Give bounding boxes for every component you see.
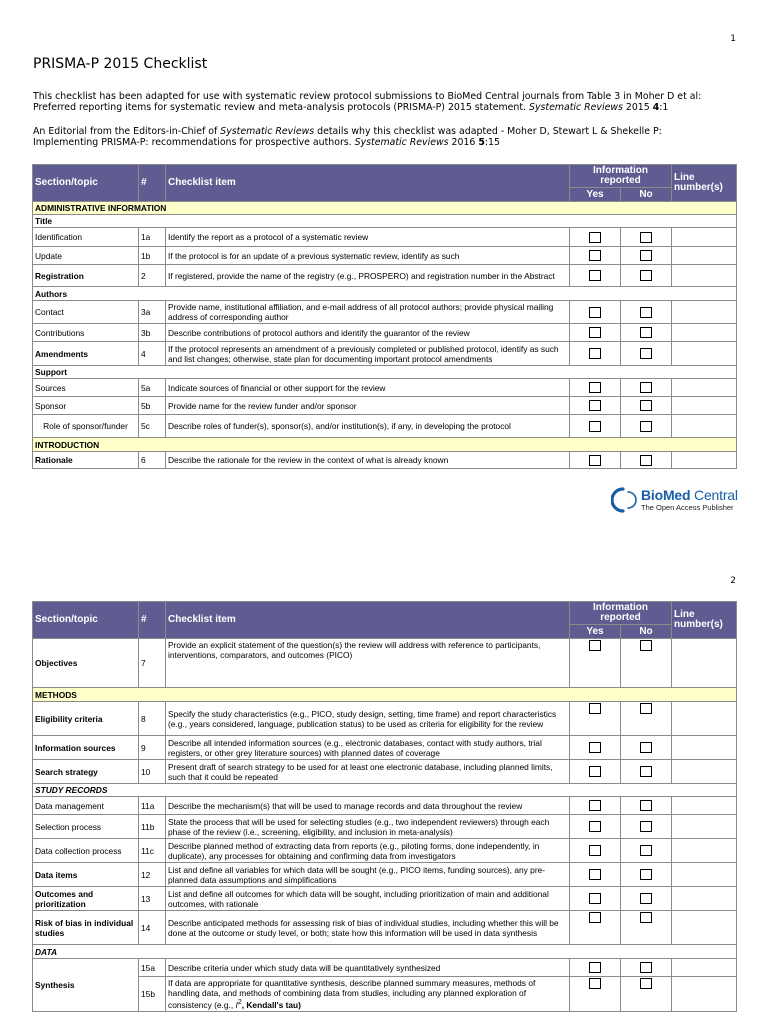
intro-1-line-1: This checklist has been adapted for use with systematic review protocol submissions to BioMed Central journals from Table 3 in Moher D et al:	[33, 91, 702, 102]
no-checkbox[interactable]	[640, 845, 652, 856]
logo-name: BioMed Central	[641, 487, 738, 503]
row-text: Provide name for the review funder and/or sponsor	[166, 397, 570, 415]
line-number-cell[interactable]	[672, 911, 737, 945]
yes-checkbox[interactable]	[589, 455, 601, 466]
intro-2-text: Implementing PRISMA-P: recommendations for prospective authors.	[33, 137, 355, 148]
subsection-label: DATA	[33, 945, 737, 959]
journal-year: 2016	[448, 137, 479, 148]
intro-2-text: An Editorial from the Editors-in-Chief of	[33, 126, 221, 137]
row-number: 15b	[139, 977, 166, 1012]
logo-tagline: The Open Access Publisher	[641, 503, 734, 512]
row-number: 9	[139, 736, 166, 760]
row-topic: Registration	[33, 265, 139, 287]
row-topic: Contributions	[33, 324, 139, 342]
no-checkbox[interactable]	[640, 912, 652, 923]
row-topic: Objectives	[33, 639, 139, 688]
intro-paragraph-1	[33, 91, 743, 113]
line-number-cell[interactable]	[672, 797, 737, 815]
row-topic: Synthesis	[33, 959, 139, 1012]
journal-volume: 5	[478, 137, 485, 148]
subsection-row	[33, 287, 737, 301]
row-topic: Update	[33, 247, 139, 265]
table-row	[33, 911, 737, 945]
intro-paragraph-2	[33, 126, 743, 148]
header-line-numbers: Line number(s)	[672, 165, 737, 202]
row-text: If the protocol represents an amendment of a previously completed or published protocol, identify as such and list changes; otherwise, state plan for documenting important protocol amendments	[166, 342, 570, 366]
row-text: Provide an explicit statement of the question(s) the review will address with reference to participants, interventions, comparators, and outcomes (PICO)	[166, 639, 570, 688]
row-topic: Sponsor	[33, 397, 139, 415]
row-text: Describe all intended information sources (e.g., electronic databases, contact with study authors, trial registers, or other grey literature sources) with planned dates of coverage	[166, 736, 570, 760]
journal-page: :15	[484, 137, 500, 148]
row-text: Describe planned method of extracting data from reports (e.g., piloting forms, done independently, in duplicate), any processes for obtaining and confirming data from investigators	[166, 839, 570, 863]
subsection-row	[33, 366, 737, 379]
yes-checkbox[interactable]	[589, 348, 601, 359]
yes-checkbox[interactable]	[589, 742, 601, 753]
table-row	[33, 301, 737, 324]
row-number: 3b	[139, 324, 166, 342]
yes-checkbox[interactable]	[589, 421, 601, 432]
yes-checkbox[interactable]	[589, 640, 601, 651]
row-number: 8	[139, 702, 166, 736]
line-number-cell[interactable]	[672, 301, 737, 324]
row-text: Describe criteria under which study data will be quantitatively synthesized	[166, 959, 570, 977]
table-row	[33, 397, 737, 415]
journal-page: :1	[659, 102, 669, 113]
section-row	[33, 688, 737, 702]
subsection-row	[33, 215, 737, 228]
row-number: 15a	[139, 959, 166, 977]
intro-1-line-2	[33, 102, 743, 113]
row-text: List and define all outcomes for which data will be sought, including prioritization of main and additional outcomes, with rationale	[166, 887, 570, 911]
row-topic: Sources	[33, 379, 139, 397]
section-row	[33, 202, 737, 215]
no-checkbox[interactable]	[640, 307, 652, 318]
row-text: Describe contributions of protocol authors and identify the guarantor of the review	[166, 324, 570, 342]
line-number-cell[interactable]	[672, 639, 737, 688]
yes-checkbox[interactable]	[589, 232, 601, 243]
yes-checkbox[interactable]	[589, 962, 601, 973]
row-text: Indicate sources of financial or other support for the review	[166, 379, 570, 397]
yes-checkbox[interactable]	[589, 869, 601, 880]
line-number-cell[interactable]	[672, 324, 737, 342]
no-checkbox[interactable]	[640, 766, 652, 777]
line-number-cell[interactable]	[672, 397, 737, 415]
no-checkbox[interactable]	[640, 800, 652, 811]
intro-1-text: Preferred reporting items for systematic review and meta-analysis protocols (PRISMA-P) 2015 statement.	[33, 102, 530, 113]
yes-checkbox[interactable]	[589, 821, 601, 832]
yes-checkbox[interactable]	[589, 270, 601, 281]
yes-checkbox[interactable]	[589, 912, 601, 923]
row-topic: Data collection process	[33, 839, 139, 863]
no-checkbox[interactable]	[640, 869, 652, 880]
yes-checkbox[interactable]	[589, 845, 601, 856]
row-text: If data are appropriate for quantitative synthesis, describe planned summary measures, methods of handling data, and methods of combining data from studies, including any planned exploration of consistency (e.g., $I^2$, Kendall's tau)	[166, 977, 570, 1012]
no-checkbox[interactable]	[640, 978, 652, 989]
no-checkbox[interactable]	[640, 455, 652, 466]
row-topic: Role of sponsor/funder	[33, 415, 139, 438]
table-row	[33, 959, 737, 977]
row-number: 5b	[139, 397, 166, 415]
header-line-numbers: Line number(s)	[672, 602, 737, 639]
intro-2-line-2	[33, 137, 743, 148]
table-row	[33, 760, 737, 784]
table-row	[33, 228, 737, 247]
row-number: 11c	[139, 839, 166, 863]
row-number: 11b	[139, 815, 166, 839]
biomed-central-logo	[611, 484, 741, 514]
yes-checkbox[interactable]	[589, 400, 601, 411]
journal-name: Systematic Reviews	[354, 137, 449, 148]
header-yes: Yes	[570, 188, 621, 202]
table-row	[33, 415, 737, 438]
no-checkbox[interactable]	[640, 270, 652, 281]
biomed-logo-icon	[611, 486, 639, 514]
line-number-cell[interactable]	[672, 702, 737, 736]
page-number: 1	[730, 34, 736, 44]
yes-checkbox[interactable]	[589, 978, 601, 989]
section-row	[33, 438, 737, 452]
no-checkbox[interactable]	[640, 821, 652, 832]
row-number: 7	[139, 639, 166, 688]
page-title: PRISMA-P 2015 Checklist	[33, 56, 208, 72]
line-number-cell[interactable]	[672, 379, 737, 397]
table-row	[33, 702, 737, 736]
table-row	[33, 839, 737, 863]
no-checkbox[interactable]	[640, 893, 652, 904]
table-row	[33, 342, 737, 366]
row-text: Specify the study characteristics (e.g., PICO, study design, setting, time frame) and report characteristics (e.g., years considered, language, publication status) to be used as criteria for eligibility for the review	[166, 702, 570, 736]
no-checkbox[interactable]	[640, 400, 652, 411]
row-text: Describe roles of funder(s), sponsor(s), and/or institution(s), if any, in developing the protocol	[166, 415, 570, 438]
row-text: If registered, provide the name of the registry (e.g., PROSPERO) and registration number in the Abstract	[166, 265, 570, 287]
table-row	[33, 797, 737, 815]
row-topic: Information sources	[33, 736, 139, 760]
row-text: Provide name, institutional affiliation, and e-mail address of all protocol authors; provide physical mailing address of corresponding author	[166, 301, 570, 324]
no-checkbox[interactable]	[640, 327, 652, 338]
intro-2-line-1	[33, 126, 743, 137]
row-number: 11a	[139, 797, 166, 815]
subsection-label: Support	[33, 366, 737, 379]
header-no: No	[621, 625, 672, 639]
line-number-cell[interactable]	[672, 736, 737, 760]
header-section-topic: Section/topic	[33, 602, 139, 639]
no-checkbox[interactable]	[640, 348, 652, 359]
line-number-cell[interactable]	[672, 342, 737, 366]
header-information-reported: Information reported	[570, 602, 672, 625]
header-checklist-item: Checklist item	[166, 165, 570, 202]
table-header-row	[33, 165, 737, 188]
row-topic: Data items	[33, 863, 139, 887]
page-number: 2	[730, 576, 736, 586]
intro-2-text: details why this checklist was adapted - Moher D, Stewart L & Shekelle P:	[314, 126, 662, 137]
table-row	[33, 379, 737, 397]
journal-year: 2015	[622, 102, 653, 113]
subsection-row	[33, 784, 737, 797]
yes-checkbox[interactable]	[589, 250, 601, 261]
yes-checkbox[interactable]	[589, 766, 601, 777]
no-checkbox[interactable]	[640, 703, 652, 714]
header-no: No	[621, 188, 672, 202]
row-number: 12	[139, 863, 166, 887]
checklist-table-1	[32, 164, 737, 469]
line-number-cell[interactable]	[672, 839, 737, 863]
line-number-cell[interactable]	[672, 760, 737, 784]
line-number-cell[interactable]	[672, 265, 737, 287]
line-number-cell[interactable]	[672, 247, 737, 265]
yes-checkbox[interactable]	[589, 382, 601, 393]
header-number: #	[139, 165, 166, 202]
row-number: 13	[139, 887, 166, 911]
row-topic: Data management	[33, 797, 139, 815]
line-number-cell[interactable]	[672, 959, 737, 977]
yes-checkbox[interactable]	[589, 893, 601, 904]
line-number-cell[interactable]	[672, 863, 737, 887]
line-number-cell[interactable]	[672, 815, 737, 839]
row-number: 14	[139, 911, 166, 945]
row-topic: Contact	[33, 301, 139, 324]
subsection-label: Authors	[33, 287, 737, 301]
section-label: ADMINISTRATIVE INFORMATION	[33, 202, 737, 215]
row-topic: Outcomes and prioritization	[33, 887, 139, 911]
row-number: 6	[139, 452, 166, 469]
table-row	[33, 863, 737, 887]
row-number: 1a	[139, 228, 166, 247]
row-text: List and define all variables for which data will be sought (e.g., PICO items, funding sources), any pre-planned data assumptions and simplifications	[166, 863, 570, 887]
row-number: 3a	[139, 301, 166, 324]
table-row	[33, 452, 737, 469]
row-text: Describe the mechanism(s) that will be used to manage records and data throughout the review	[166, 797, 570, 815]
row-topic: Selection process	[33, 815, 139, 839]
table-row	[33, 324, 737, 342]
line-number-cell[interactable]	[672, 228, 737, 247]
row-topic: Identification	[33, 228, 139, 247]
journal-volume: 4	[652, 102, 660, 113]
line-number-cell[interactable]	[672, 452, 737, 469]
row-topic: Eligibility criteria	[33, 702, 139, 736]
header-yes: Yes	[570, 625, 621, 639]
row-text: State the process that will be used for selecting studies (e.g., two independent reviewers) through each phase of the review (i.e., screening, eligibility, and inclusion in meta-analysis)	[166, 815, 570, 839]
no-checkbox[interactable]	[640, 742, 652, 753]
no-checkbox[interactable]	[640, 962, 652, 973]
row-number: 4	[139, 342, 166, 366]
row-text: Identify the report as a protocol of a systematic review	[166, 228, 570, 247]
row-number: 10	[139, 760, 166, 784]
subsection-row	[33, 945, 737, 959]
header-number: #	[139, 602, 166, 639]
no-checkbox[interactable]	[640, 382, 652, 393]
checklist-table-2	[32, 601, 737, 1012]
row-number: 1b	[139, 247, 166, 265]
table-row	[33, 265, 737, 287]
yes-checkbox[interactable]	[589, 307, 601, 318]
row-text: If the protocol is for an update of a previous systematic review, identify as such	[166, 247, 570, 265]
line-number-cell[interactable]	[672, 977, 737, 1012]
subsection-label: Title	[33, 215, 737, 228]
yes-checkbox[interactable]	[589, 327, 601, 338]
journal-name: Systematic Reviews	[529, 102, 623, 113]
journal-name: Systematic Reviews	[220, 126, 315, 137]
no-checkbox[interactable]	[640, 232, 652, 243]
no-checkbox[interactable]	[640, 421, 652, 432]
row-topic: Risk of bias in individual studies	[33, 911, 139, 945]
row-text: Describe anticipated methods for assessing risk of bias of individual studies, including whether this will be done at the outcome or study level, or both; state how this information will be used in data synthesis	[166, 911, 570, 945]
row-number: 5c	[139, 415, 166, 438]
table-row	[33, 815, 737, 839]
table-row	[33, 247, 737, 265]
row-text: Present draft of search strategy to be used for at least one electronic database, including planned limits, such that it could be repeated	[166, 760, 570, 784]
row-number: 2	[139, 265, 166, 287]
table-row	[33, 887, 737, 911]
row-text: Describe the rationale for the review in the context of what is already known	[166, 452, 570, 469]
section-label: INTRODUCTION	[33, 438, 737, 452]
header-information-reported: Information reported	[570, 165, 672, 188]
row-topic: Search strategy	[33, 760, 139, 784]
row-topic: Rationale	[33, 452, 139, 469]
section-label: METHODS	[33, 688, 737, 702]
no-checkbox[interactable]	[640, 250, 652, 261]
no-checkbox[interactable]	[640, 640, 652, 651]
table-row	[33, 736, 737, 760]
table-row	[33, 639, 737, 688]
row-topic: Amendments	[33, 342, 139, 366]
subsection-label: STUDY RECORDS	[33, 784, 737, 797]
table-header-row	[33, 602, 737, 625]
table-row	[33, 977, 737, 1012]
yes-checkbox[interactable]	[589, 703, 601, 714]
yes-checkbox[interactable]	[589, 800, 601, 811]
header-checklist-item: Checklist item	[166, 602, 570, 639]
line-number-cell[interactable]	[672, 415, 737, 438]
row-number: 5a	[139, 379, 166, 397]
line-number-cell[interactable]	[672, 887, 737, 911]
header-section-topic: Section/topic	[33, 165, 139, 202]
